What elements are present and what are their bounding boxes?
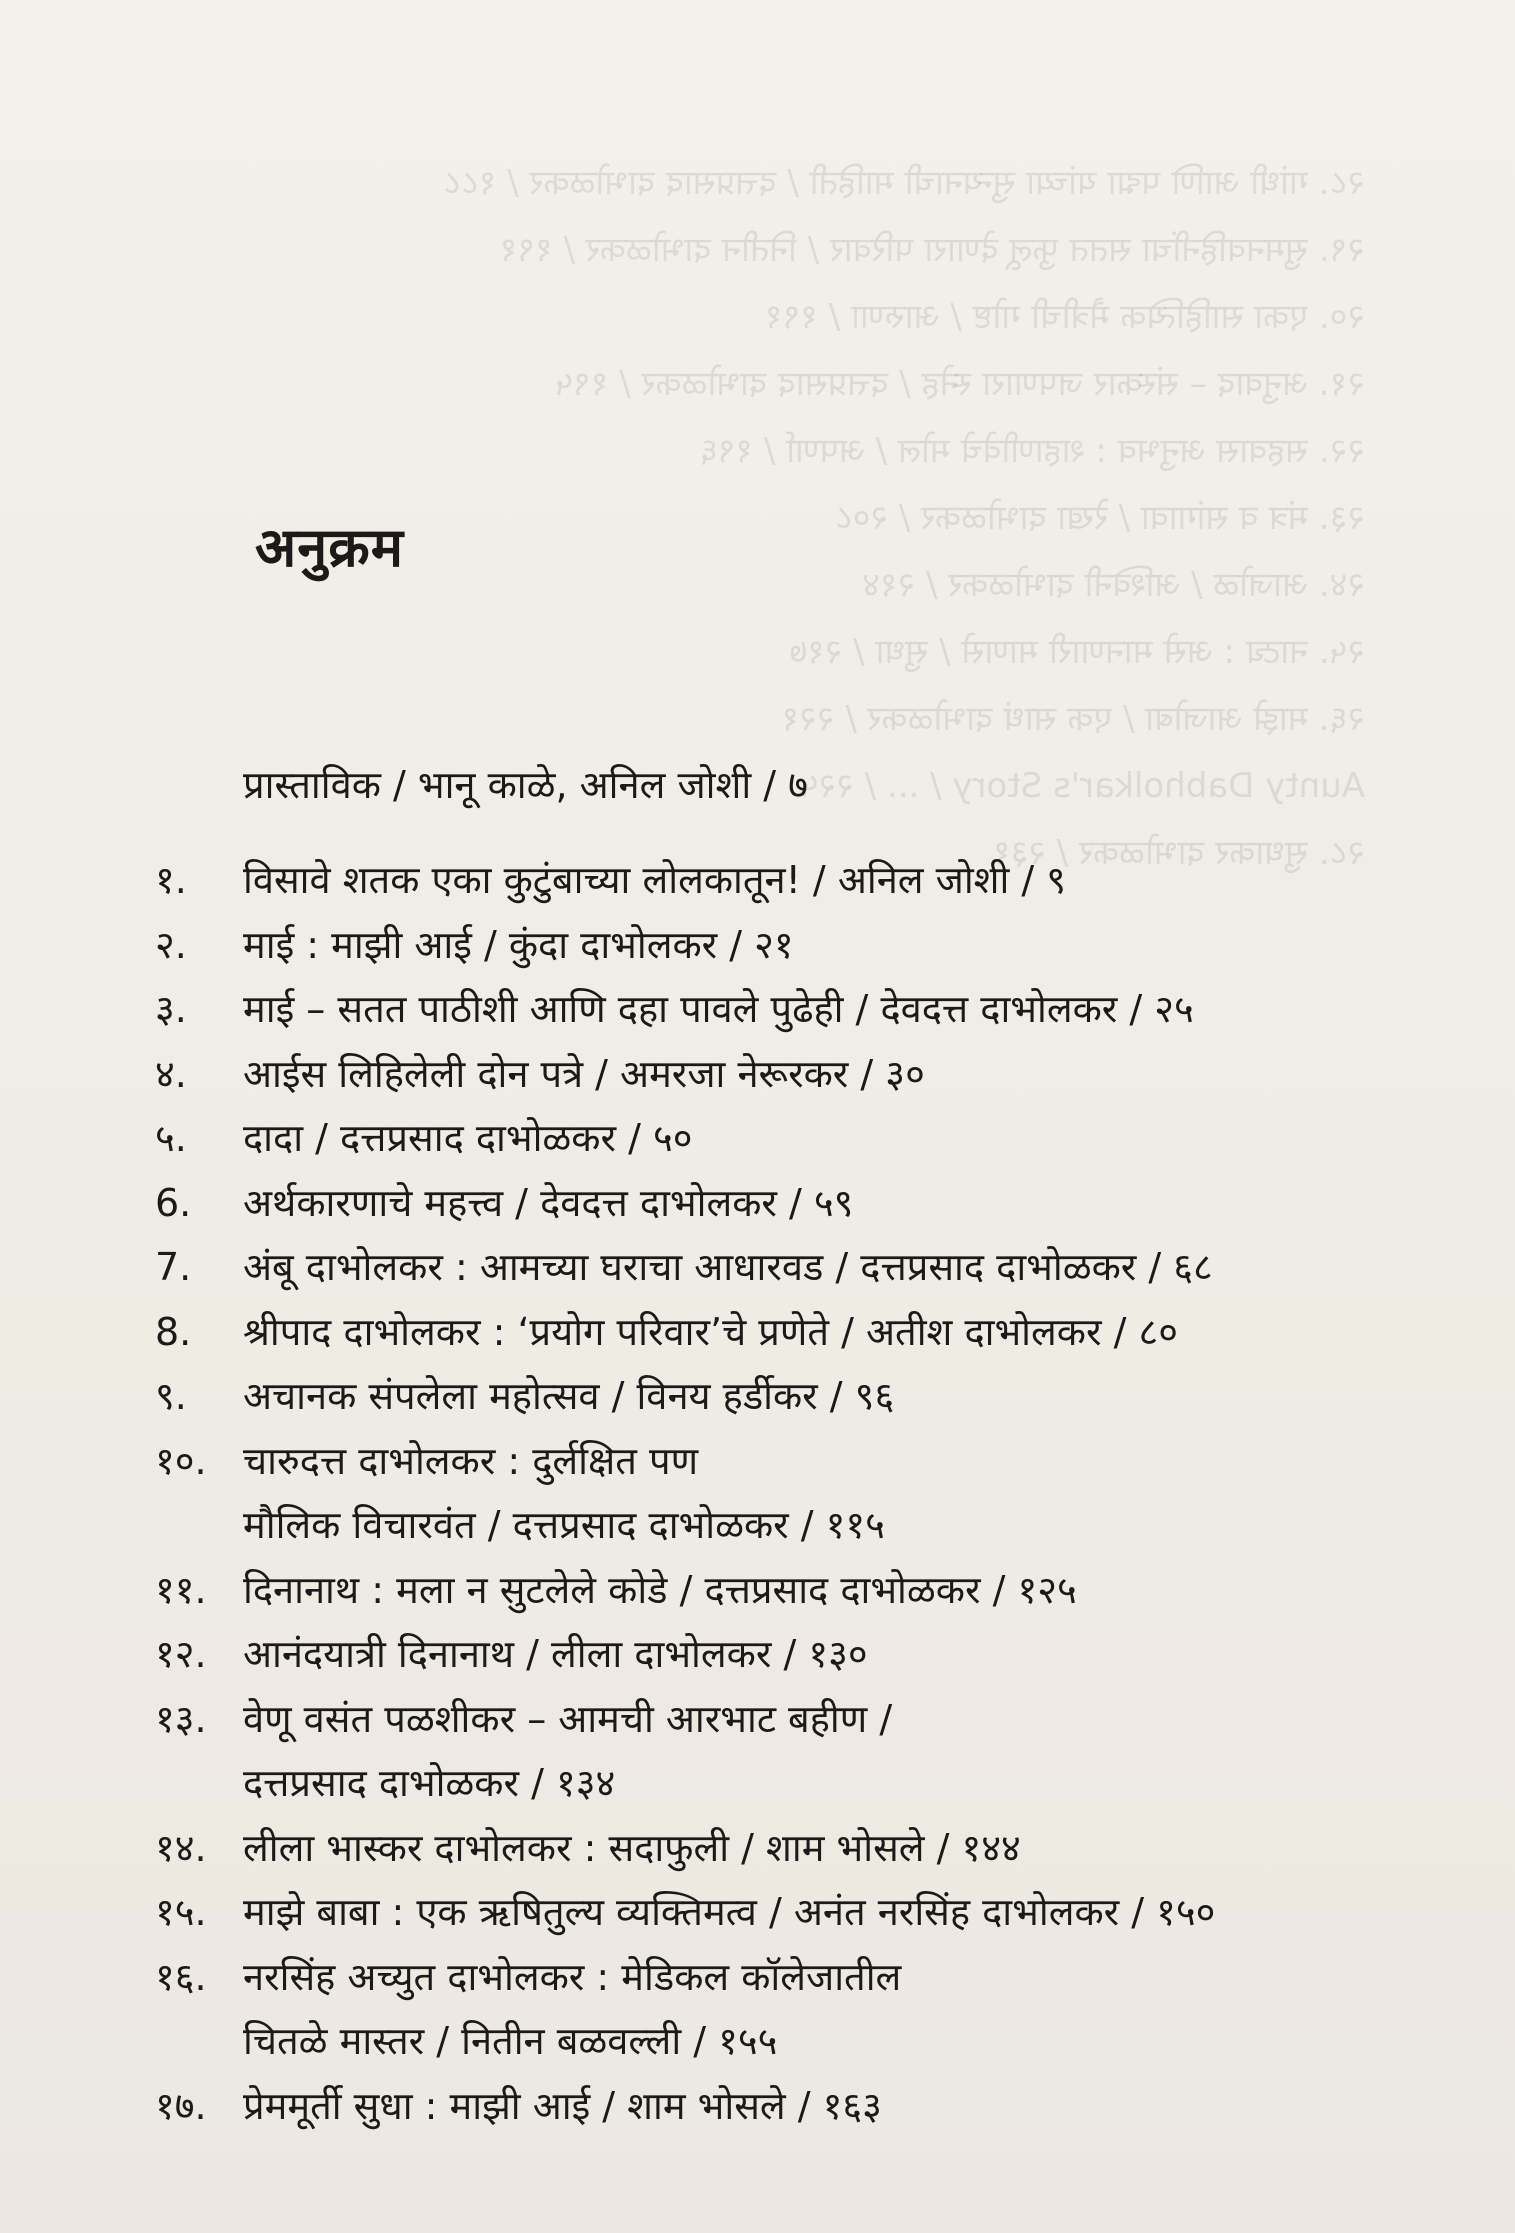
entry-number: ३. <box>155 987 187 1031</box>
bleed-line: २९. सुमनवहिनींचा सतत फुलू देणारा परिवार / नितीन दाभोळकर / १९१ <box>499 230 1365 270</box>
entry-title: अंबू दाभोलकर : आमच्या घराचा आधारवड / दत्तप्रसाद दाभोळकर / ६८ <box>243 1245 1213 1289</box>
entry-number: 8. <box>155 1309 192 1354</box>
page-title: अनुक्रम <box>255 516 404 579</box>
entry-title: लीला भास्कर दाभोलकर : सदाफुली / शाम भोसले / १४४ <box>243 1825 1021 1870</box>
entry-number: १४. <box>155 1825 207 1870</box>
entry-number: १३. <box>155 1696 207 1741</box>
entry-number: 6. <box>155 1180 192 1225</box>
bleed-line: २५. नाट्य : असे मानणारी माणसे / सुधा / २१७ <box>789 632 1365 672</box>
entry-number: ५. <box>155 1116 187 1160</box>
entry-title: दादा / दत्तप्रसाद दाभोळकर / ५० <box>243 1116 693 1160</box>
entry-title: अर्थकारणाचे महत्त्व / देवदत्त दाभोलकर / ५९ <box>243 1180 854 1225</box>
entry-title: माई : माझी आई / कुंदा दाभोलकर / २१ <box>243 922 794 967</box>
toc-entry <box>155 1880 1475 1945</box>
entry-number: १७. <box>155 2083 207 2128</box>
toc-entry <box>155 1235 1475 1300</box>
toc-entry <box>155 1042 1475 1107</box>
entry-number: १. <box>155 858 187 902</box>
toc-entry <box>155 977 1475 1042</box>
bleed-line: २२. सहवास अनुभव : शहाणीवेचे मोल / अपर्णा / १९६ <box>700 431 1365 471</box>
toc-entry <box>155 1816 1475 1881</box>
entry-title: आनंदयात्री दिनानाथ / लीला दाभोलकर / १३० <box>243 1632 868 1676</box>
toc-entry <box>155 913 1475 978</box>
entry-title: अचानक संपलेला महोत्सव / विनय हर्डीकर / ९६ <box>243 1374 895 1418</box>
entry-number: १२. <box>155 1632 207 1676</box>
entry-number: १०. <box>155 1438 207 1483</box>
entry-number: २. <box>155 922 187 967</box>
entry-title: नरसिंह अच्युत दाभोलकर : मेडिकल कॉलेजातील <box>243 1954 902 1999</box>
toc-entry <box>155 1687 1475 1752</box>
bleed-line: २६. माझे आजोबा / एक साधं दाभोळकर / २२१ <box>781 699 1365 739</box>
entry-title: मौलिक विचारवंत / दत्तप्रसाद दाभोळकर / ११५ <box>243 1503 885 1547</box>
bleed-line: Aunty Dabholkar's Story / ... / २२५ <box>800 766 1365 806</box>
entry-number: १५. <box>155 1890 207 1934</box>
entry-title: चितळे मास्तर / नितीन बळवल्ली / १५५ <box>243 2019 778 2063</box>
entry-title: चारुदत्त दाभोलकर : दुर्लक्षित पण <box>243 1438 699 1483</box>
toc-entry <box>155 1300 1475 1365</box>
entry-title: आईस लिहिलेली दोन पत्रे / अमरजा नेरूरकर / ३० <box>243 1051 925 1096</box>
toc-entry <box>155 2074 1475 2139</box>
entry-number: ११. <box>155 1567 207 1612</box>
bleed-line: २८. सुधाकर दाभोळकर / २३१ <box>992 833 1365 873</box>
entry-title: विसावे शतक एका कुटुंबाच्या लोलकातून! / अनिल जोशी / ९ <box>243 858 1067 902</box>
toc-entry <box>155 1945 1475 2010</box>
entry-title: माई – सतत पाठीशी आणि दहा पावले पुढेही / देवदत्त दाभोलकर / २५ <box>243 987 1194 1031</box>
toc-entry <box>155 1622 1475 1687</box>
entry-number: १६. <box>155 1954 207 1999</box>
toc-entry <box>155 1558 1475 1623</box>
entry-number: ९. <box>155 1374 187 1418</box>
toc-entry-continuation <box>155 1493 1475 1558</box>
toc-entry <box>155 1106 1475 1171</box>
toc-entry-continuation <box>155 1751 1475 1816</box>
toc-entry-continuation <box>155 2009 1475 2074</box>
toc-entry <box>155 1364 1475 1429</box>
toc-entry <box>155 1429 1475 1494</box>
toc-entry <box>155 848 1475 913</box>
entry-title: श्रीपाद दाभोलकर : ‘प्रयोग परिवार’चे प्रणेते / अतीश दाभोलकर / ८० <box>243 1309 1178 1354</box>
entry-title: दत्तप्रसाद दाभोळकर / १३४ <box>243 1761 616 1805</box>
toc-entry <box>155 1171 1475 1236</box>
bleed-line: २१. अनुवाद – संस्कार जपणारा स्नेह / दत्तप्रसाद दाभोळकर / १९५ <box>555 364 1365 404</box>
intro-entry: प्रास्ताविक / भानू काळे, अनिल जोशी / ७ <box>243 763 808 807</box>
entry-number: 7. <box>155 1245 192 1289</box>
bleed-line: २३. मंत्र व सांगावा / रेखा दाभोळकर / २०८ <box>835 498 1365 538</box>
entry-number: ४. <box>155 1051 187 1096</box>
bleed-line: २०. एका साहित्यिक मैत्रीची गोष्ट / आरुणा / १९१ <box>764 297 1365 337</box>
entry-title: प्रेममूर्ती सुधा : माझी आई / शाम भोसले / १६३ <box>243 2083 882 2128</box>
bleed-line: २४. आजोळ / अश्विनी दाभोळकर / २१४ <box>862 565 1365 605</box>
entry-title: दिनानाथ : मला न सुटलेले कोडे / दत्तप्रसाद दाभोळकर / १२५ <box>243 1567 1077 1612</box>
bleed-line: २८. गांधी आणि पद्मा यांच्या सुन्यनाची माहिती / दत्तप्रसाद दाभोळकर / १८८ <box>443 163 1365 203</box>
table-of-contents <box>155 848 1475 2138</box>
entry-title: माझे बाबा : एक ऋषितुल्य व्यक्तिमत्व / अनंत नरसिंह दाभोलकर / १५० <box>243 1890 1216 1934</box>
entry-title: वेणू वसंत पळशीकर – आमची आरभाट बहीण / <box>243 1696 893 1741</box>
